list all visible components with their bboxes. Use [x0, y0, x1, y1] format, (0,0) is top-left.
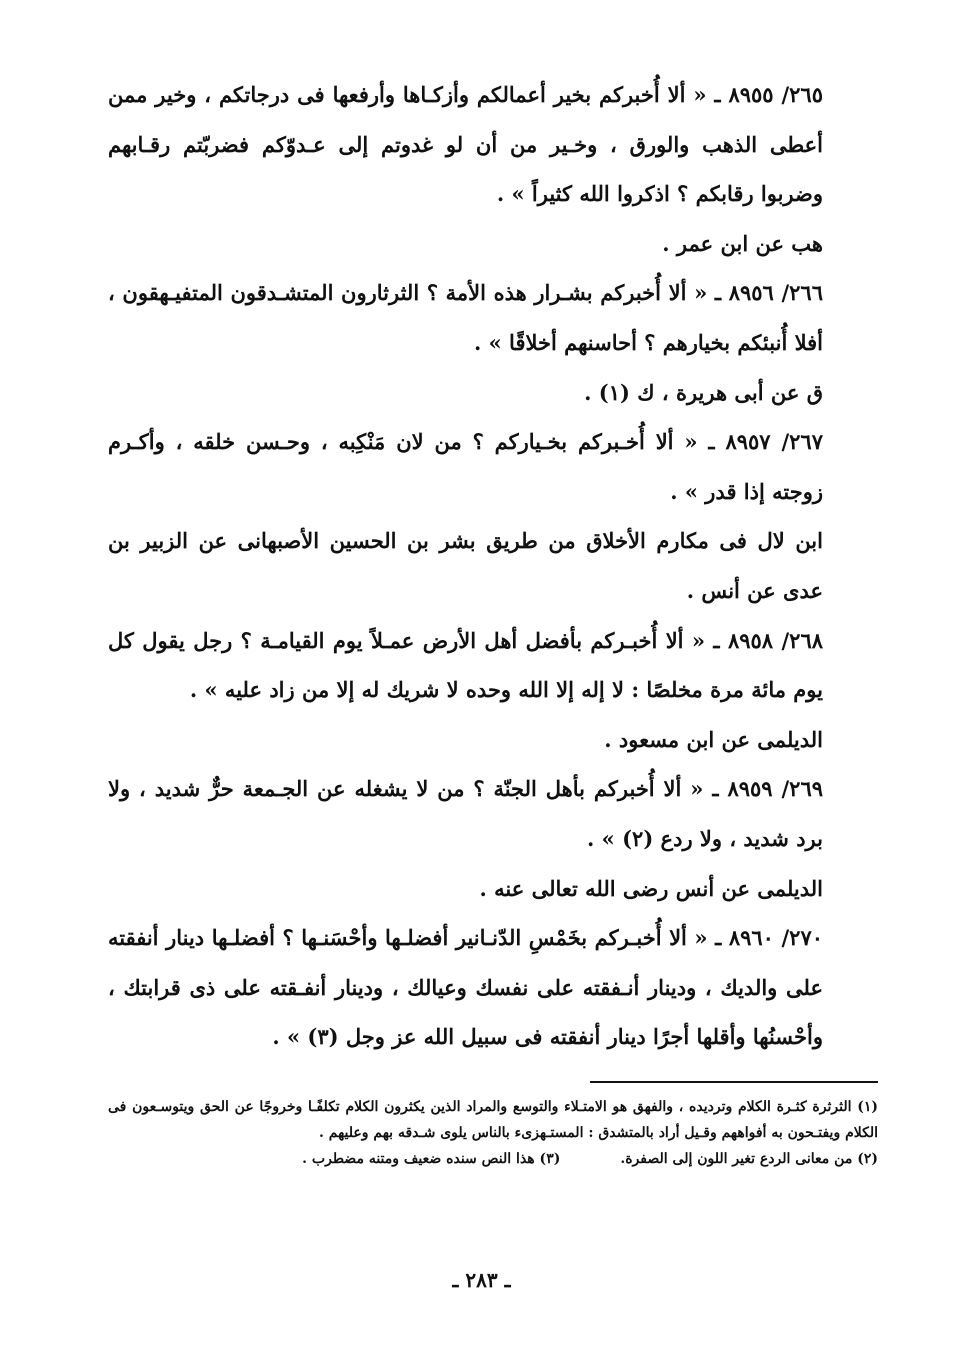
footnote-separator	[590, 1081, 878, 1083]
footnotes	[108, 1094, 878, 1172]
hadith-source-8957: ابن لال فى مكارم الأخلاق من طريق بشر بن الحسين الأصبهانى عن الزبير بن عدى عن أنس .	[108, 528, 823, 603]
hadith-source-8958: الديلمى عن ابن مسعود .	[604, 726, 823, 752]
main-text-block	[108, 70, 823, 1062]
hadith-source-8959: الديلمى عن أنس رضى الله تعالى عنه .	[479, 875, 823, 901]
hadith-paragraph-8957: ٢٦٧/ ٨٩٥٧ ـ « ألا أُخـبركم بخـياركم ؟ من لان مَنْكِبه ، وحـسن خلقه ، وأكـرم زوجته إذا قدر » .	[108, 429, 823, 504]
footnote-3: (٣) هذا النص سنده ضعيف ومتنه مضطرب .	[302, 1151, 561, 1167]
page-number: ـ ٢٨٣ ـ	[452, 1268, 511, 1292]
hadith-paragraph-8958: ٢٦٨/ ٨٩٥٨ ـ « ألا أُخبـركم بأفضل أهل الأرض عمـلاً يوم القيامـة ؟ رجل يقول كل يوم مائة مرة مخلصًا : لا إله إلا الله وحده لا شريك له إلا من زاد عليه » .	[108, 627, 824, 703]
hadith-paragraph-8955: ٢٦٥/ ٨٩٥٥ ـ « ألا أُخبركم بخير أعمالكم وأزكـاها وأرفعها فى درجاتكم ، وخير ممن أعطى الذهب والورق ، وخـير من أن لو غدوتم إلى عـدوّكم فضربّتم رقـابهم وضربوا رقابكم ؟ اذكروا الله كثيراً » .	[108, 82, 823, 207]
footnote-1: (١) الثرثرة كثـرة الكلام وترديده ، والفهق هو الامتـلاء والتوسع والمراد الذين يكثرون الكلام تكلفًـا وخروجًا عن الحق ويتوسـعون فى الكلام ويفتـحون به أفواههم وقـيل أراد بالمتشدق : المستـهزىء بالناس يلوى شـدقه بهم وعليهم .	[108, 1099, 878, 1141]
hadith-source-8956: ق عن أبى هريرة ، ك (١) .	[584, 379, 823, 405]
hadith-paragraph-8959: ٢٦٩/ ٨٩٥٩ ـ « ألا أُخبركم بأهل الجنّة ؟ من لا يشغله عن الجـمعة حرٌّ شديد ، ولا برد شديد ، ولا ردع (٢) » .	[108, 776, 824, 851]
hadith-source-8955: هب عن ابن عمر .	[662, 230, 823, 256]
footnote-2: (٢) من معانى الردع تغير اللون إلى الصفرة.	[620, 1151, 878, 1167]
hadith-paragraph-8956: ٢٦٦/ ٨٩٥٦ ـ « ألا أُخبركم بشـرار هذه الأمة ؟ الثرثارون المتشـدقون المتفيـهقون ، أفلا أُنبئكم بخيارهم ؟ أحاسنهم أخلاقًا » .	[108, 280, 823, 355]
hadith-paragraph-8960: ٢٧٠/ ٨٩٦٠ ـ « ألا أُخبـركم بخَمْسِ الدّنـانير أفضلـها وأحْسَنـها ؟ أفضلـها دينار أنفقته على والديك ، ودينار أنـفقته على نفسك وعيالك ، ودينار أنفـقته على ذى قرابتك ، وأحْسنُها وأقلها أجرًا دينار أنفقته فى سبيل الله عز وجل (٣) » .	[108, 925, 824, 1050]
footnote-row	[108, 1146, 878, 1172]
